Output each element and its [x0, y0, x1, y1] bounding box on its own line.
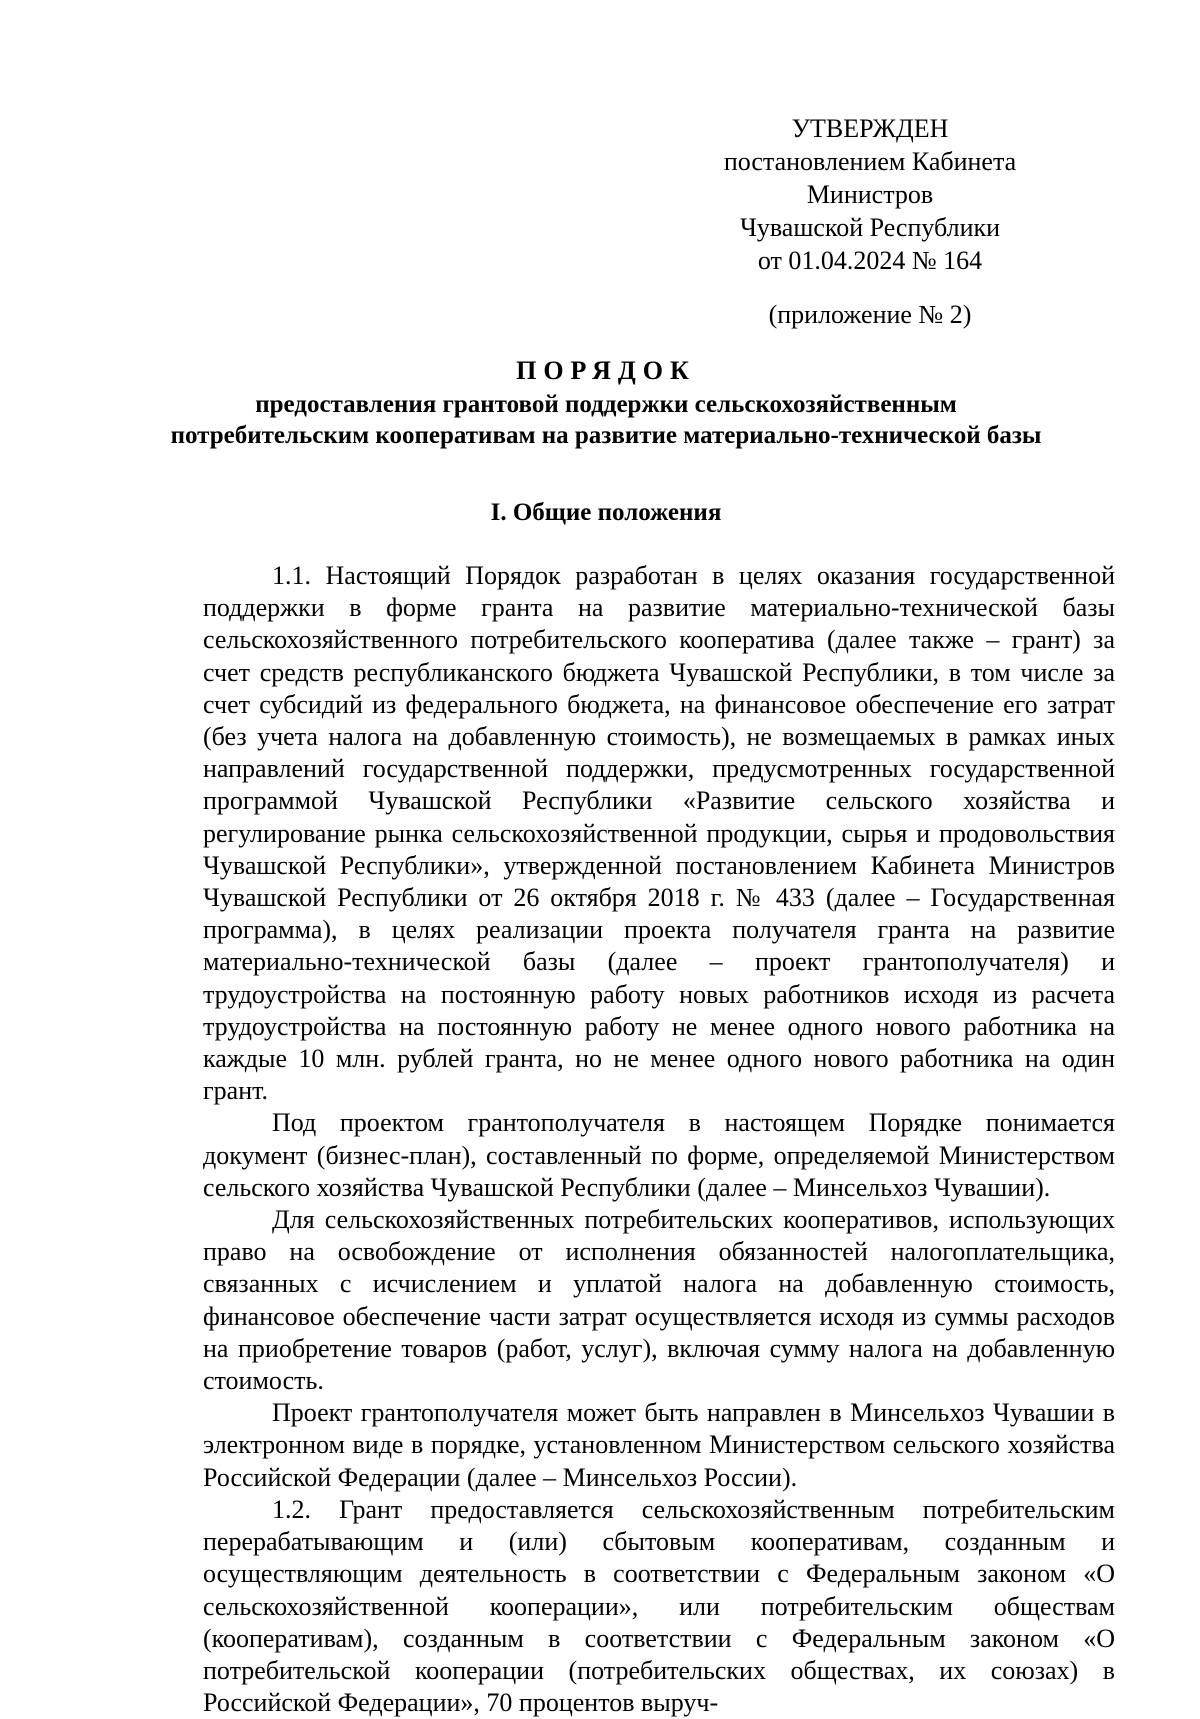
- appendix-label: (приложение № 2): [768, 300, 972, 329]
- approval-authority: постановлением Кабинета Министров: [723, 147, 1017, 209]
- paragraph-1-2: 1.2. Грант предоставляется сельскохозяйственным потребительским перерабатывающим и (или) сбытовым кооперативам, созданным и осуществляющим деятельность в соответствии с Федеральным законом «О сельскохозяйственной кооперации», или потребительским обществам (кооперативам), созданным в соответствии с Федеральным законом «О потребительской кооперации (потребительских обществах, их союзах) в Российской Федерации», 70 процентов выруч-: [203, 1494, 1115, 1718]
- section-heading: I. Общие положения: [490, 499, 722, 526]
- document-subtitle-line2: потребительским кооперативам на развитие материально-технической базы: [170, 422, 1042, 449]
- approval-stamp: [660, 112, 1080, 331]
- approval-title: УТВЕРЖДЕН: [791, 114, 949, 143]
- approval-date-number: от 01.04.2024 № 164: [757, 246, 983, 275]
- paragraph-electronic-submission: Проект грантополучателя может быть направлен в Минсельхоз Чувашии в электронном виде в порядке, установленном Министерством сельского хозяйства Российской Федерации (далее – Минсельхоз России).: [203, 1398, 1115, 1492]
- approval-republic: Чувашской Республики: [739, 213, 1001, 242]
- paragraph-1-1: 1.1. Настоящий Порядок разработан в целях оказания государственной поддержки в форме гранта на развитие материально-технической базы сельскохозяйственного потребительского кооператива (далее также – грант) за счет средств республиканского бюджета Чувашской Республики, в том числе за счет субсидий из федерального бюджета, на финансовое обеспечение его затрат (без учета налога на добавленную стоимость), не возмещаемых в рамках иных направлений государственной поддержки, предусмотренных государственной программой Чувашской Республики «Развитие сельского хозяйства и регулирование рынка сельскохозяйственной продукции, сырья и продовольствия Чувашской Республики», утвержденной постановлением Кабинета Министров Чувашской Республики от 26 октября 2018 г. № 433 (далее – Государственная программа), в целях реализации проекта получателя гранта на развитие материально-технической базы (далее – проект грантополучателя) и трудоустройства на постоянную работу новых работников исходя из расчета трудоустройства на постоянную работу не менее одного нового работника на каждые 10 млн. рублей гранта, но не менее одного нового работника на один грант.: [203, 561, 1115, 1106]
- document-title: ПОРЯДОК: [516, 356, 696, 385]
- paragraph-project-definition: Под проектом грантополучателя в настоящем Порядке понимается документ (бизнес-план), составленный по форме, определяемой Министерством сельского хозяйства Чувашской Республики (далее – Минсельхоз Чувашии).: [203, 1108, 1115, 1202]
- approval-spacer: [660, 277, 1080, 298]
- document-body: [203, 560, 1115, 1719]
- document-subtitle-line1: предоставления грантовой поддержки сельскохозяйственным: [255, 391, 957, 418]
- document-title-block: [150, 353, 1062, 451]
- paragraph-vat-exemption: Для сельскохозяйственных потребительских кооперативов, использующих право на освобождение от исполнения обязанностей налогоплательщика, связанных с исчислением и уплатой налога на добавленную стоимость, финансовое обеспечение части затрат осуществляется исходя из суммы расходов на приобретение товаров (работ, услуг), включая сумму налога на добавленную стоимость.: [203, 1205, 1115, 1396]
